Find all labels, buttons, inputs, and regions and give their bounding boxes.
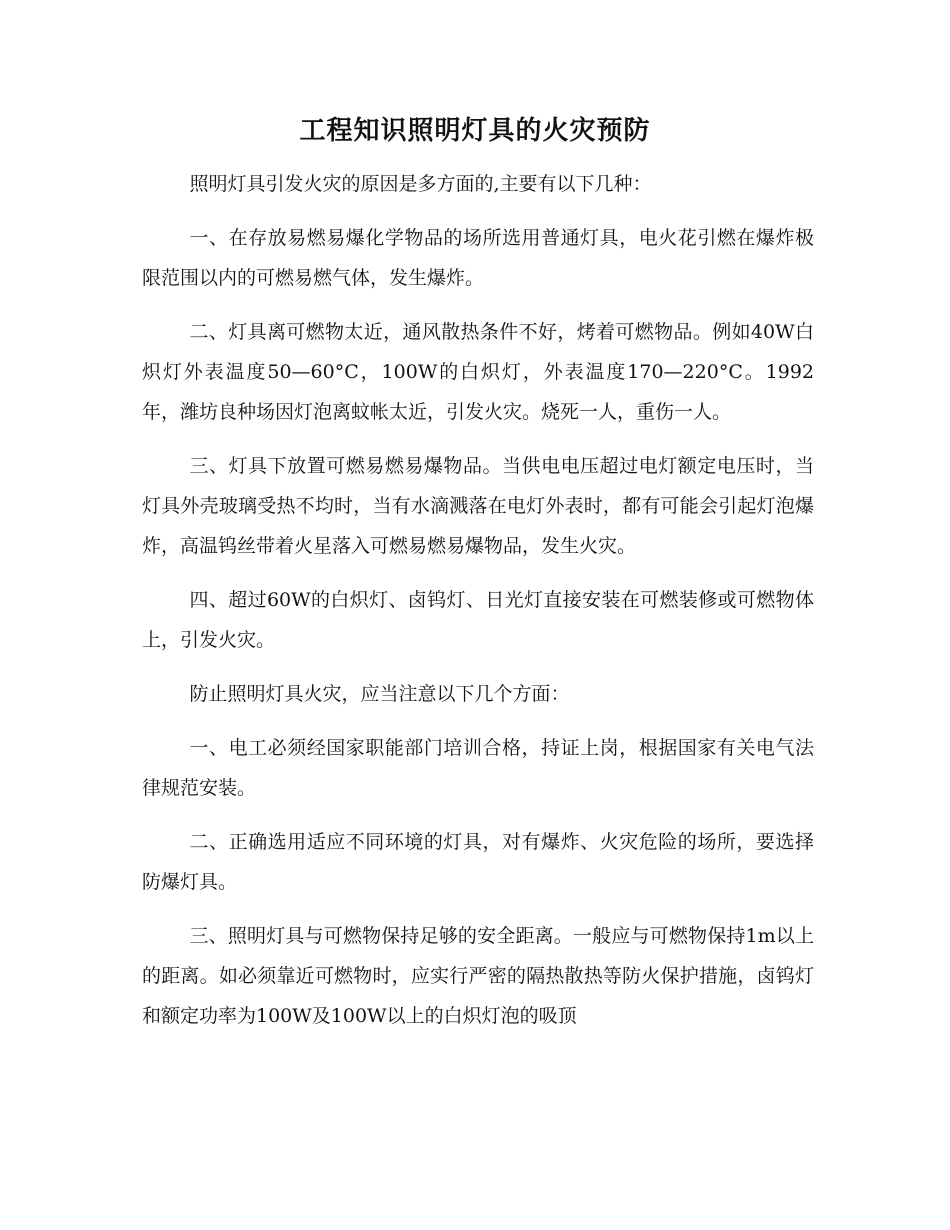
paragraph: 三、灯具下放置可燃易燃易爆物品。当供电电压超过电灯额定电压时，当灯具外壳玻璃受热不均时，当有水滴溅落在电灯外表时，都有可能会引起灯泡爆炸，高温钨丝带着火星落入可燃易燃易爆物品，发生火灾。 [142, 455, 814, 557]
paragraph: 四、超过60W的白炽灯、卤钨灯、日光灯直接安装在可燃装修或可燃物体上，引发火灾。 [142, 589, 814, 651]
document-title: 工程知识照明灯具的火灾预防 [299, 116, 651, 146]
paragraph: 防止照明灯具火灾，应当注意以下几个方面： [189, 683, 570, 705]
paragraph: 二、灯具离可燃物太近，通风散热条件不好，烤着可燃物品。例如40W白炽灯外表温度50—60°C，100W的白炽灯，外表温度170—220°C。1992年，潍坊良种场因灯泡离蚊帐太近，引发火灾。烧死一人，重伤一人。 [142, 321, 814, 423]
paragraph: 二、正确选用适应不同环境的灯具，对有爆炸、火灾危险的场所，要选择防爆灯具。 [142, 831, 814, 893]
paragraph: 照明灯具引发火灾的原因是多方面的,主要有以下几种： [189, 173, 652, 195]
document-body [142, 164, 814, 1050]
paragraph: 一、电工必须经国家职能部门培训合格，持证上岗，根据国家有关电气法律规范安装。 [142, 737, 814, 799]
paragraph: 一、在存放易燃易爆化学物品的场所选用普通灯具，电火花引燃在爆炸极限范围以内的可燃易燃气体，发生爆炸。 [142, 227, 814, 289]
paragraph: 三、照明灯具与可燃物保持足够的安全距离。一般应与可燃物保持1m以上的距离。如必须靠近可燃物时，应实行严密的隔热散热等防火保护措施，卤钨灯和额定功率为100W及100W以上的白炽灯泡的吸顶 [142, 925, 814, 1027]
